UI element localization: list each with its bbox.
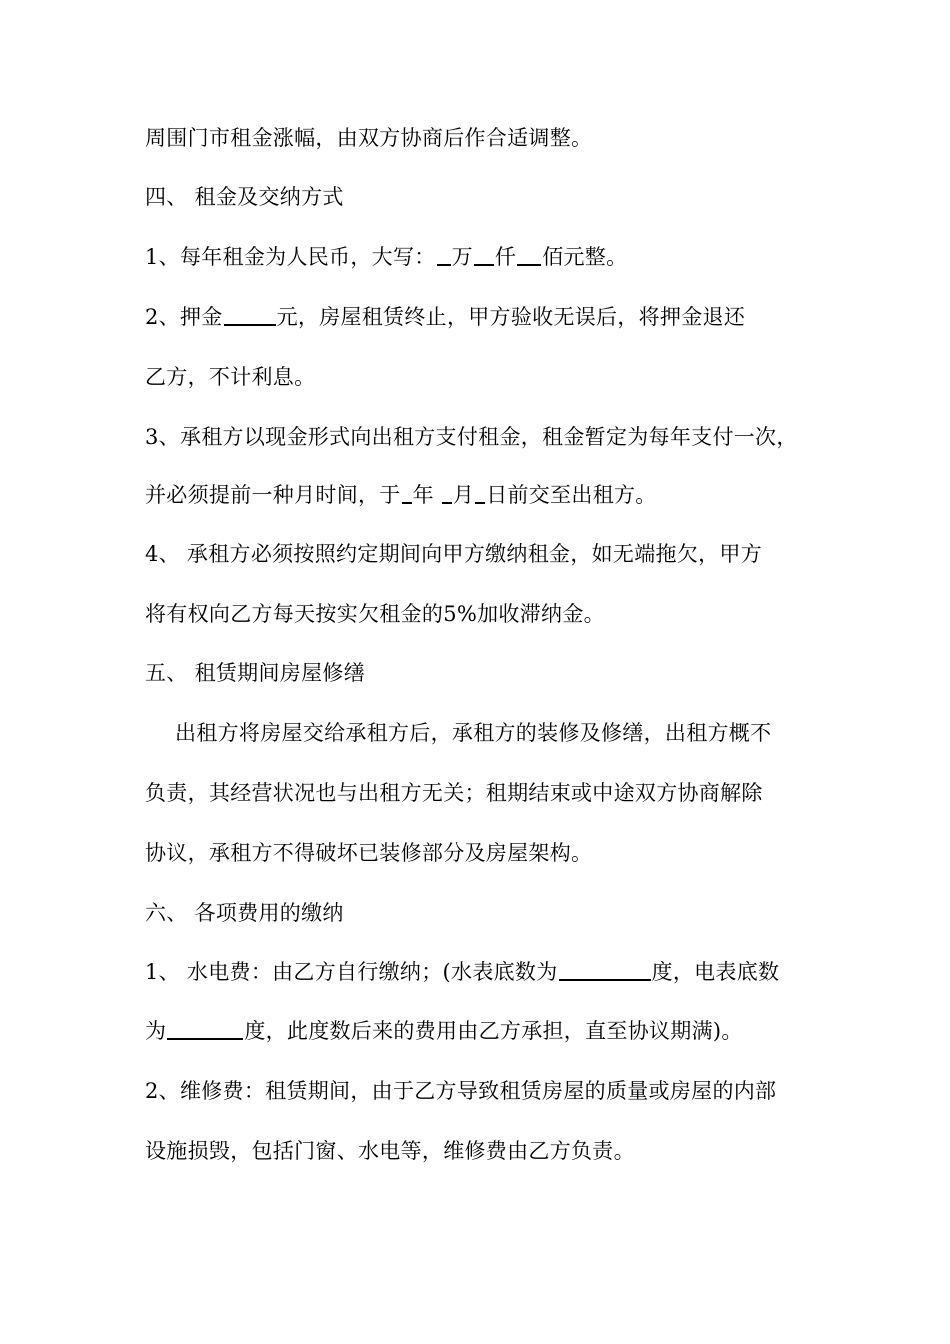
text-segment: 五、 租赁期间房屋修缮 [145,661,365,685]
text-segment: 度，此度数后来的费用由乙方承担，直至协议期满)。 [244,1019,743,1043]
text-line [145,423,798,451]
text-segment: 设施损毁，包括门窗、水电等，维修费由乙方负责。 [145,1139,635,1163]
text-segment: 六、 各项费用的缴纳 [145,901,344,925]
text-segment: 2、维修费：租赁期间，由于乙方导致租赁房屋的质量或房屋的内部 [145,1079,777,1103]
text-line [145,481,657,509]
text-line [145,303,745,331]
text-segment: 1、每年租金为人民币，大写： [145,245,436,269]
section-heading [145,183,344,211]
text-segment: 四、 租金及交纳方式 [145,185,344,209]
text-segment: 年 [412,483,441,507]
text-segment: 月 [452,483,475,507]
text-segment: 4、 承租方必须按照约定期间向甲方缴纳租金，如无端拖欠，甲方 [145,542,763,566]
fill-blank [474,244,494,266]
text-line [145,1017,743,1045]
text-segment: 乙方，不计利息。 [145,365,316,389]
section-heading [145,659,365,687]
text-line [145,243,627,271]
text-segment: 将有权向乙方每天按实欠租金的5%加收滞纳金。 [145,602,605,626]
text-segment: 为 [145,1019,167,1043]
text-line [145,124,592,152]
text-segment: 并必须提前一种月时间，于 [145,483,401,507]
fill-blank [517,244,541,266]
text-segment: 协议，承租方不得破坏已装修部分及房屋架构。 [145,841,593,865]
section-heading [145,899,344,927]
fill-blank [559,959,651,981]
text-segment: 周围门市租金涨幅，由双方协商后作合适调整。 [145,126,593,150]
text-segment: 日前交至出租方。 [486,483,657,507]
text-segment: 出租方将房屋交给承租方后，承租方的装修及修缮，出租方概不 [175,721,772,745]
text-segment: 度，电表底数 [651,960,780,984]
text-segment: 1、 水电费：由乙方自行缴纳；(水表底数为 [145,960,558,984]
fill-blank [437,244,451,266]
text-line [145,958,779,986]
fill-blank [402,482,412,504]
text-line [175,719,771,747]
text-line [145,600,605,628]
text-segment: 2、押金 [145,305,223,329]
text-line [145,839,592,867]
text-segment: 负责，其经营状况也与出租方无关；租期结束或中途双方协商解除 [145,781,763,805]
text-line [145,1077,776,1105]
text-line [145,363,315,391]
text-segment: 3、承租方以现金形式向出租方支付租金，租金暂定为每年支付一次， [145,425,798,449]
fill-blank [475,482,485,504]
fill-blank [224,304,276,326]
text-segment: 元，房屋租赁终止，甲方验收无误后，将押金退还 [276,305,746,329]
fill-blank [442,482,452,504]
fill-blank [167,1018,243,1040]
text-line [145,779,763,807]
text-segment: 万 [451,245,473,269]
text-segment: 佰元整。 [542,245,628,269]
text-line [145,1137,635,1165]
text-segment: 仟 [494,245,517,269]
text-line [145,540,762,568]
